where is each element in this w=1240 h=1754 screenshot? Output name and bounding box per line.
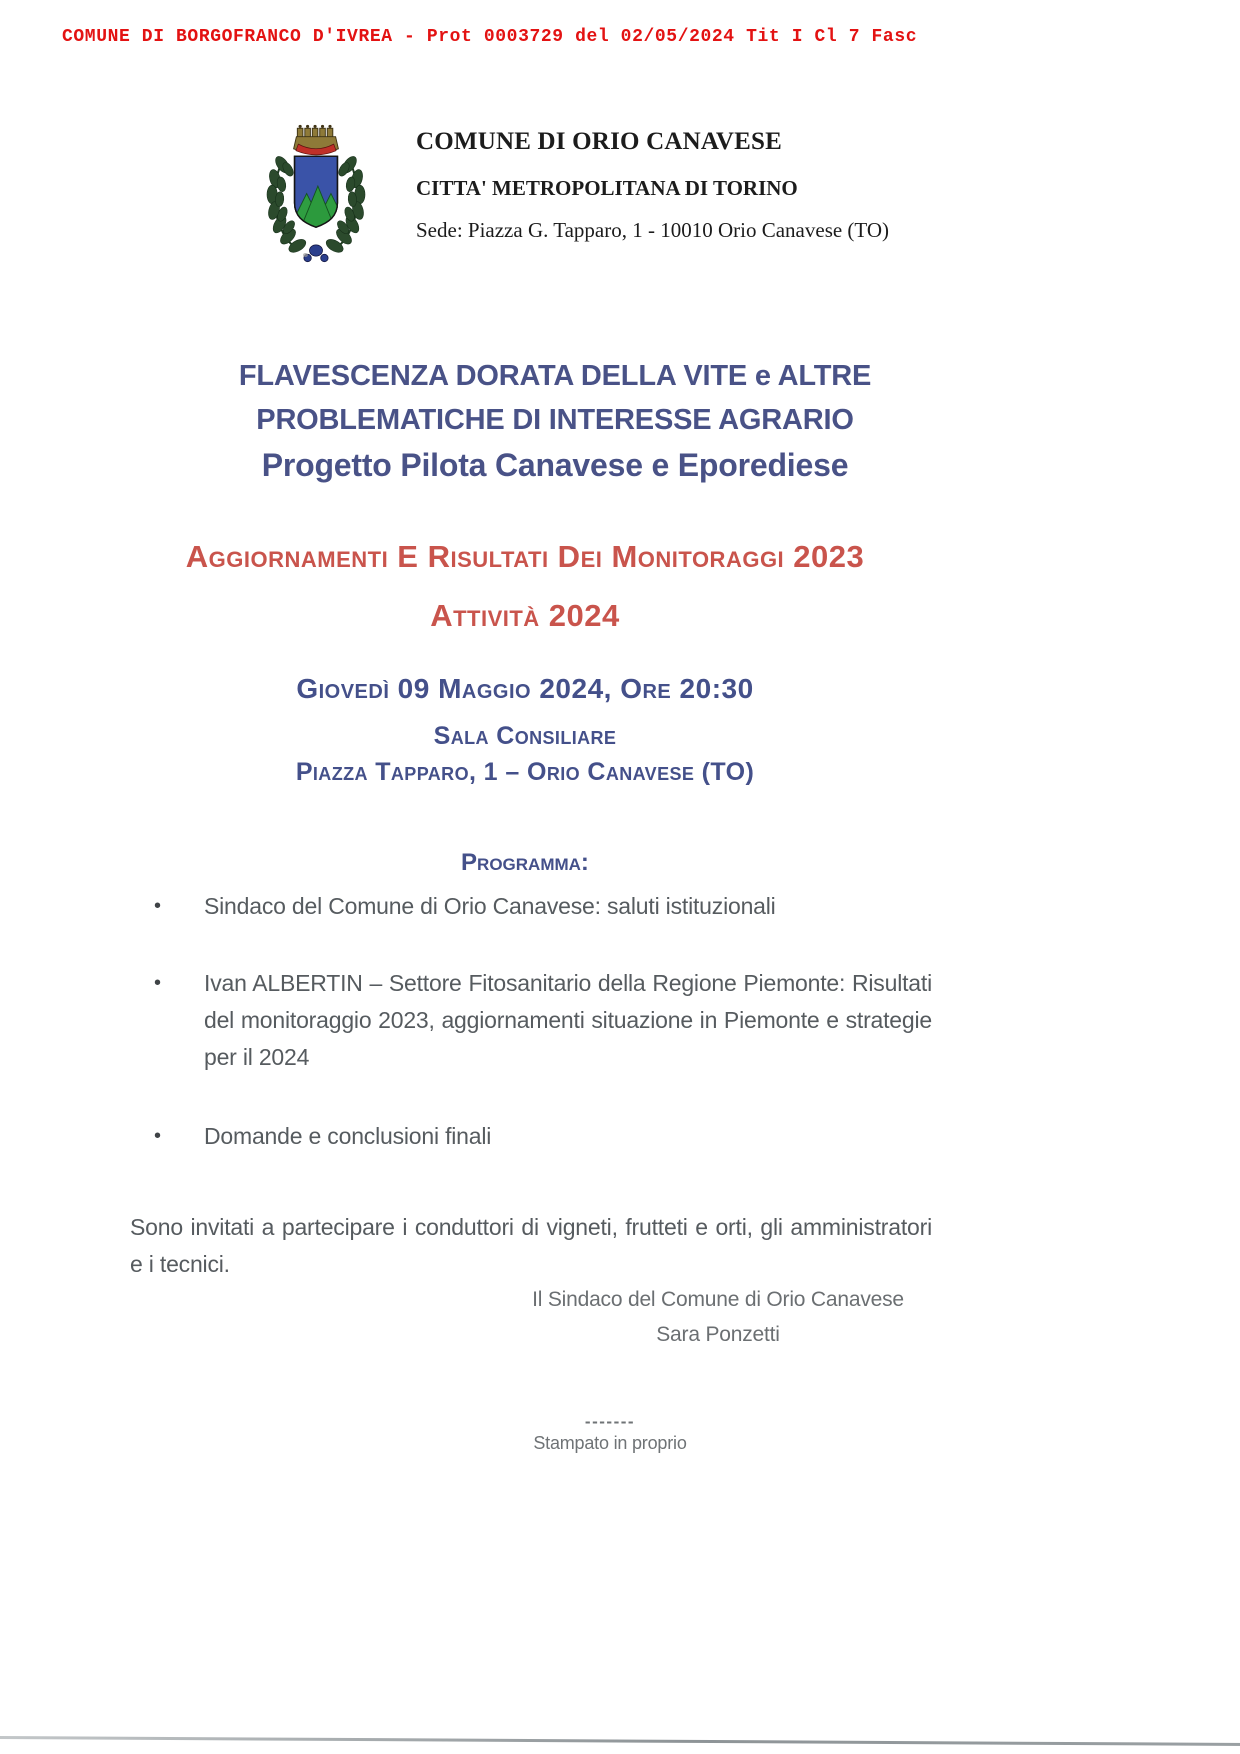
mural-crown	[294, 125, 339, 155]
subject-line-2: Attività 2024	[430, 598, 620, 633]
title-line-3: Progetto Pilota Canavese e Eporediese	[261, 447, 849, 483]
scan-speck	[303, 253, 308, 257]
program-heading: Programma:	[461, 849, 589, 876]
event-details	[115, 668, 935, 790]
letterhead	[260, 112, 889, 264]
metropolitan-city: CITTA' METROPOLITANA DI TORINO	[416, 176, 798, 200]
subject-line-1: Aggiornamenti E Risultati Dei Monitoraggi 2023	[185, 539, 865, 574]
municipality-address: Sede: Piazza G. Tapparo, 1 - 10010 Orio Canavese (TO)	[416, 218, 890, 242]
program-item-text: Ivan ALBERTIN – Settore Fitosanitario della Regione Piemonte: Risultati del monitoraggio 2023, aggiornamenti situazione in Piemonte e strategie per il 2024	[204, 970, 932, 1070]
bullet-icon: •	[154, 1125, 162, 1147]
program-item-text: Sindaco del Comune di Orio Canavese: saluti istituzionali	[204, 893, 776, 919]
title-line-1: FLAVESCENZA DORATA DELLA VITE e ALTRE	[238, 360, 872, 392]
footer-separator: -------	[584, 1412, 636, 1431]
program-item	[130, 965, 932, 1076]
municipality-name: COMUNE DI ORIO CANAVESE	[416, 128, 782, 155]
event-venue: Sala Consiliare	[433, 722, 617, 750]
signature-block	[516, 1282, 920, 1352]
event-subject	[115, 527, 935, 645]
municipal-coat-of-arms-icon	[260, 112, 372, 264]
program-item	[130, 888, 932, 925]
protocol-stamp: COMUNE DI BORGOFRANCO D'IVREA - Prot 0003729 del 02/05/2024 Tit I Cl 7 Fasc	[62, 27, 918, 47]
program-list	[130, 888, 932, 1155]
bullet-icon: •	[154, 895, 162, 917]
letterhead-text	[416, 112, 889, 264]
program-item	[130, 1118, 932, 1155]
event-title	[155, 354, 955, 488]
signature-name: Sara Ponzetti	[656, 1323, 780, 1346]
footer-note: Stampato in proprio	[533, 1433, 687, 1453]
program-item-text: Domande e conclusioni finali	[204, 1123, 492, 1149]
invitation-paragraph: Sono invitati a partecipare i conduttori di vigneti, frutteti e orti, gli amministratori e i tecnici.	[130, 1214, 932, 1277]
print-footer	[460, 1413, 760, 1455]
title-line-2: PROBLEMATICHE DI INTERESSE AGRARIO	[256, 404, 854, 436]
bullet-icon: •	[154, 972, 162, 994]
shield	[290, 156, 348, 227]
scan-edge-line	[0, 1736, 1240, 1746]
signature-role: Il Sindaco del Comune di Orio Canavese	[532, 1288, 904, 1311]
event-address: Piazza Tapparo, 1 – Orio Canavese (TO)	[295, 758, 755, 786]
event-datetime: Giovedì 09 Maggio 2024, Ore 20:30	[296, 673, 754, 704]
